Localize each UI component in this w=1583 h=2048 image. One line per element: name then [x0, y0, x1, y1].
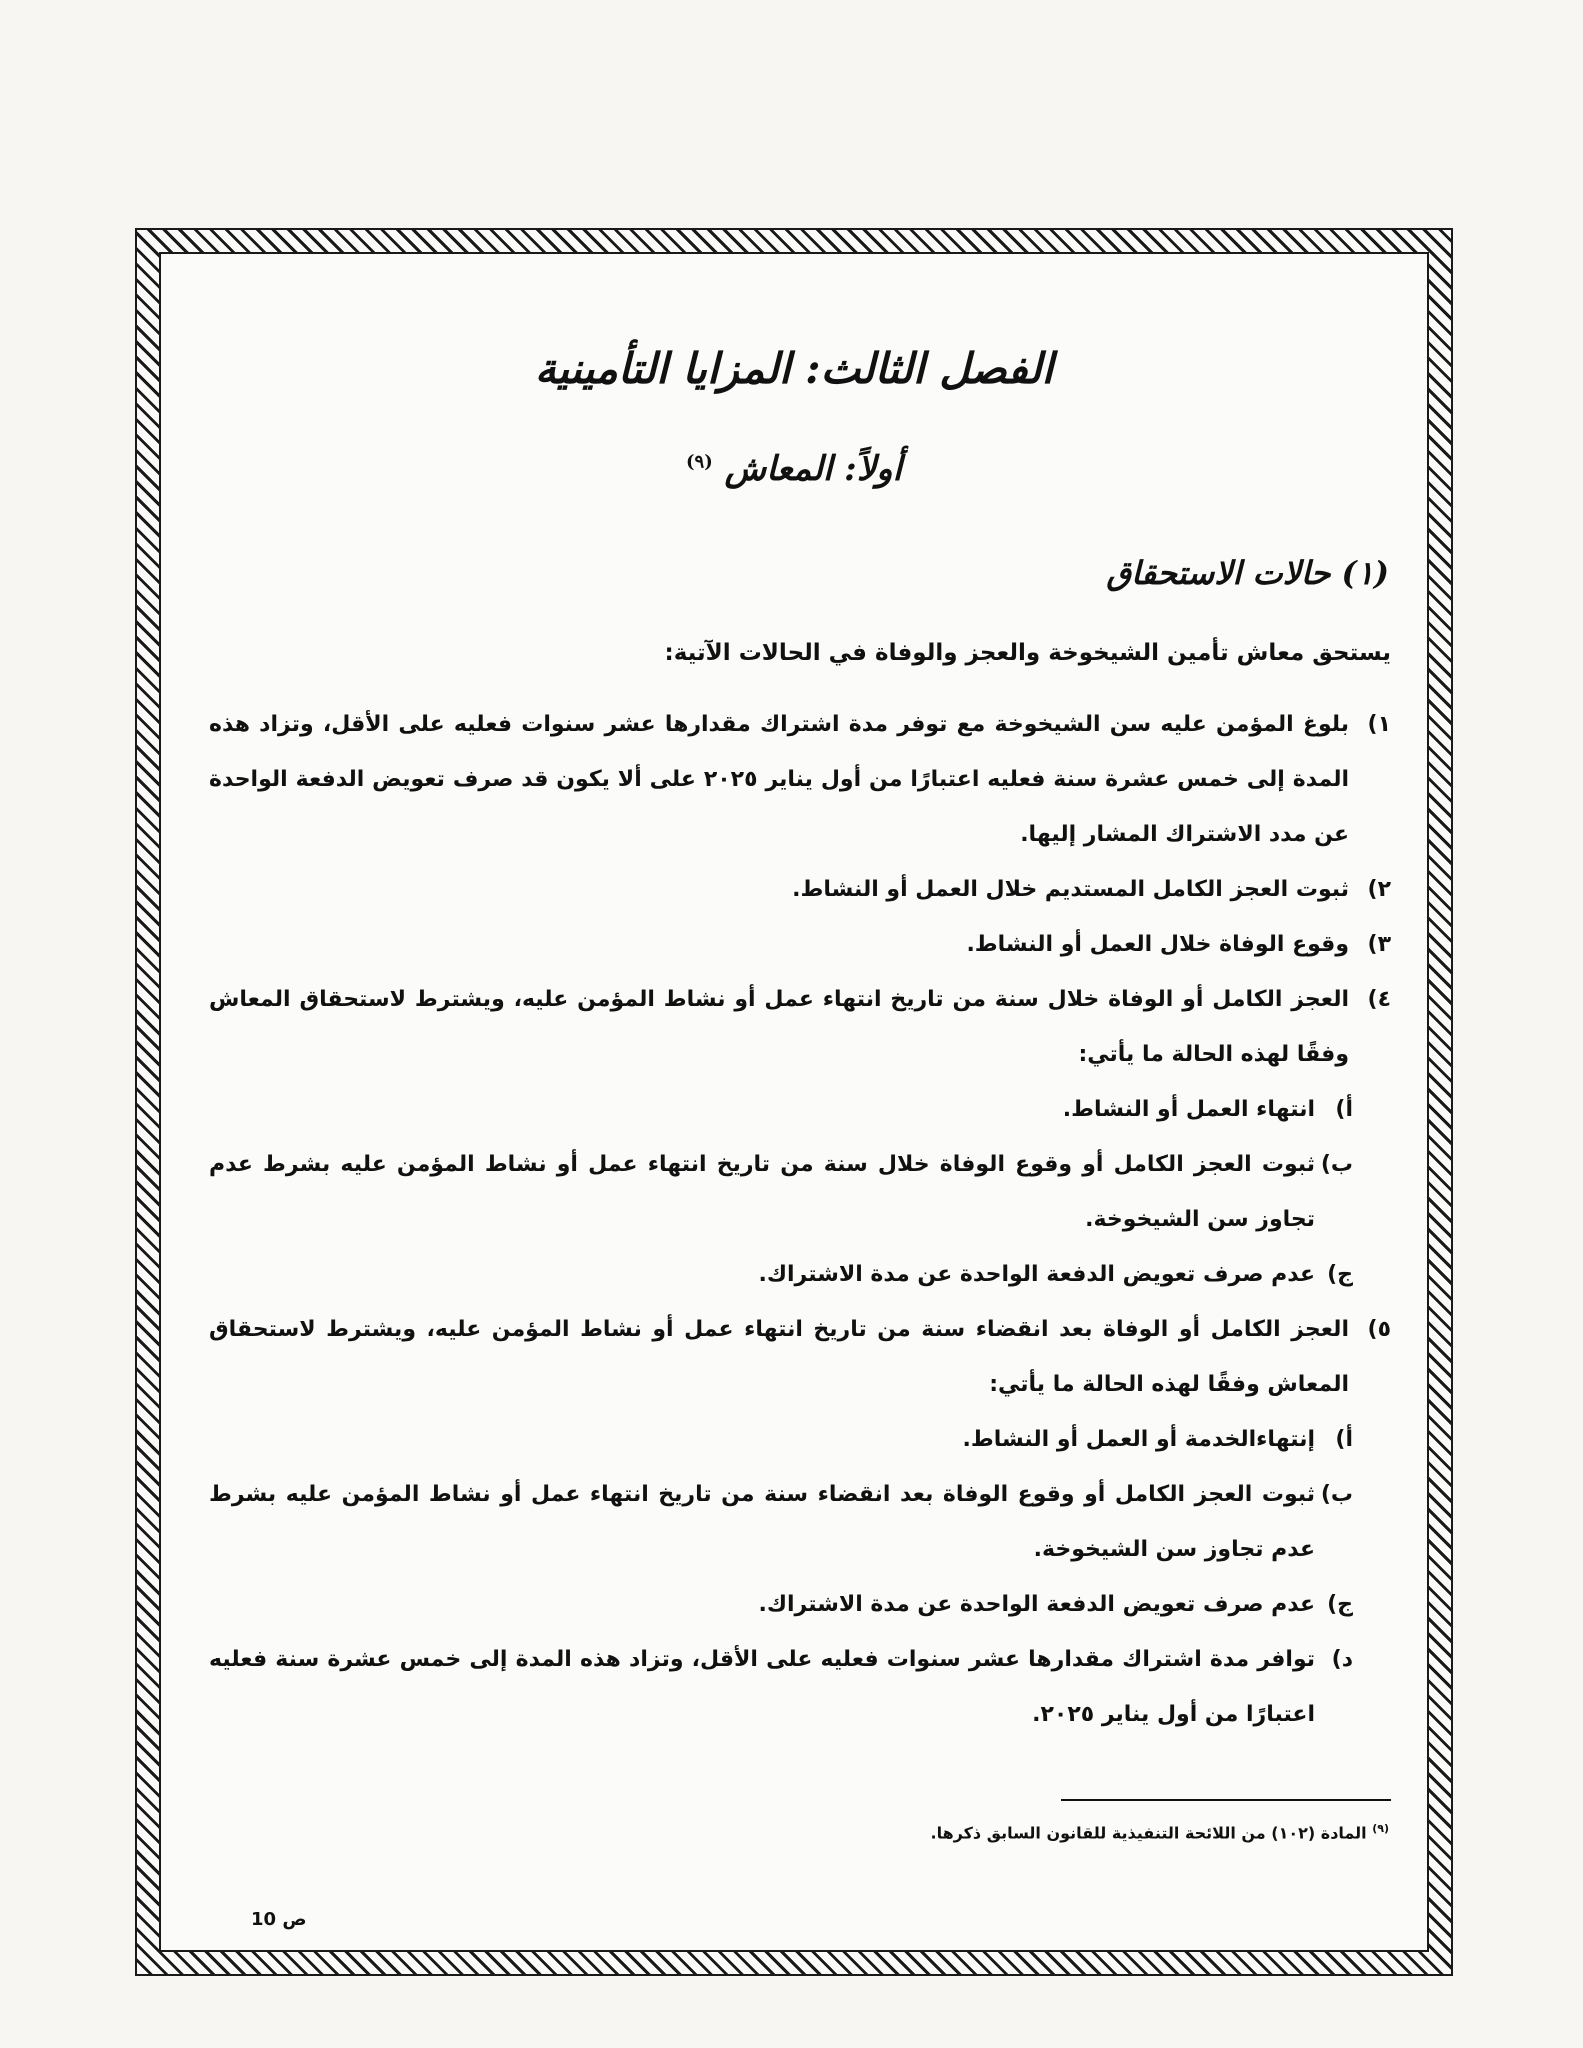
page-border-frame: [135, 228, 1453, 1976]
sub-item-letter: أ): [1335, 1427, 1353, 1452]
item-number: ٤): [1367, 987, 1391, 1012]
footnote-marker: (٩): [1372, 1822, 1389, 1835]
chapter-title: الفصل الثالث: المزايا التأمينية: [534, 344, 1054, 393]
page-number: ص 10: [251, 1909, 307, 1930]
sub-item: [209, 1247, 1353, 1302]
sub-item: [209, 1467, 1353, 1577]
document-page: [159, 252, 1429, 1952]
sub-item: [209, 1082, 1353, 1137]
footnote-text: المادة (١٠٢) من اللائحة التنفيذية للقانون السابق ذكرها.: [930, 1823, 1367, 1843]
footnote: [930, 1822, 1389, 1842]
item-text: بلوغ المؤمن عليه سن الشيخوخة مع توفر مدة اشتراك مقدارها عشر سنوات فعليه على الأقل، وتزاد هذه المدة إلى خمس عشرة سنة فعليه اعتبارًا من أول يناير ٢٠٢٥ على ألا يكون قد صرف تعويض الدفعة الواحدة عن مدد الاشتراك المشار إليها.: [209, 712, 1349, 847]
sub-item: [209, 1577, 1353, 1632]
item-number: ٢): [1367, 877, 1391, 902]
intro-paragraph: يستحق معاش تأمين الشيخوخة والعجز والوفاة في الحالات الآتية:: [664, 640, 1391, 666]
sub-item-text: عدم صرف تعويض الدفعة الواحدة عن مدة الاشتراك.: [758, 1592, 1315, 1617]
sub-item-letter: ج): [1327, 1592, 1353, 1617]
item-text: ثبوت العجز الكامل المستديم خلال العمل أو النشاط.: [792, 877, 1349, 902]
item-text: وقوع الوفاة خلال العمل أو النشاط.: [966, 932, 1349, 957]
section-title-text: أولاً: المعاش: [724, 449, 902, 489]
sub-item-text: انتهاء العمل أو النشاط.: [1062, 1097, 1315, 1122]
section-title: [159, 449, 1429, 489]
sub-item-text: عدم صرف تعويض الدفعة الواحدة عن مدة الاشتراك.: [758, 1262, 1315, 1287]
item-number: ٣): [1367, 932, 1391, 957]
sub-item-letter: أ): [1335, 1097, 1353, 1122]
sub-item: [209, 1137, 1353, 1247]
subsection-title: (١) حالات الاستحقاق: [1106, 554, 1389, 592]
sub-item-text: ثبوت العجز الكامل أو وقوع الوفاة خلال سنة من تاريخ انتهاء عمل أو نشاط المؤمن عليه بشرط عدم تجاوز سن الشيخوخة.: [209, 1152, 1315, 1232]
sub-item: [209, 1632, 1353, 1742]
sub-item-text: إنتهاءالخدمة أو العمل أو النشاط.: [962, 1427, 1315, 1452]
list-item: [209, 697, 1391, 862]
item-text: العجز الكامل أو الوفاة بعد انقضاء سنة من تاريخ انتهاء عمل أو نشاط المؤمن عليه، ويشترط لاستحقاق المعاش وفقًا لهذه الحالة ما يأتي:: [209, 1317, 1349, 1397]
list-item: [209, 862, 1391, 917]
sub-item-letter: ب): [1320, 1152, 1353, 1177]
item-text: العجز الكامل أو الوفاة خلال سنة من تاريخ انتهاء عمل أو نشاط المؤمن عليه، ويشترط لاستحقاق المعاش وفقًا لهذه الحالة ما يأتي:: [209, 987, 1349, 1067]
item-number: ١): [1367, 712, 1391, 737]
footnote-reference: (٩): [686, 451, 713, 473]
sub-item: [209, 1412, 1353, 1467]
list-item: [209, 1302, 1391, 1412]
list-item: [209, 917, 1391, 972]
sub-item-letter: ج): [1327, 1262, 1353, 1287]
sub-item-letter: ب): [1320, 1482, 1353, 1507]
sub-item-letter: د): [1331, 1647, 1353, 1672]
sub-item-text: ثبوت العجز الكامل أو وقوع الوفاة بعد انقضاء سنة من تاريخ انتهاء عمل أو نشاط المؤمن عليه بشرط عدم تجاوز سن الشيخوخة.: [209, 1482, 1315, 1562]
footnote-divider: [1061, 1799, 1391, 1801]
sub-item-text: توافر مدة اشتراك مقدارها عشر سنوات فعليه على الأقل، وتزاد هذه المدة إلى خمس عشرة سنة فعليه اعتبارًا من أول يناير ٢٠٢٥.: [209, 1647, 1315, 1727]
list-item: [209, 972, 1391, 1082]
conditions-list: [209, 697, 1391, 1742]
item-number: ٥): [1367, 1317, 1391, 1342]
